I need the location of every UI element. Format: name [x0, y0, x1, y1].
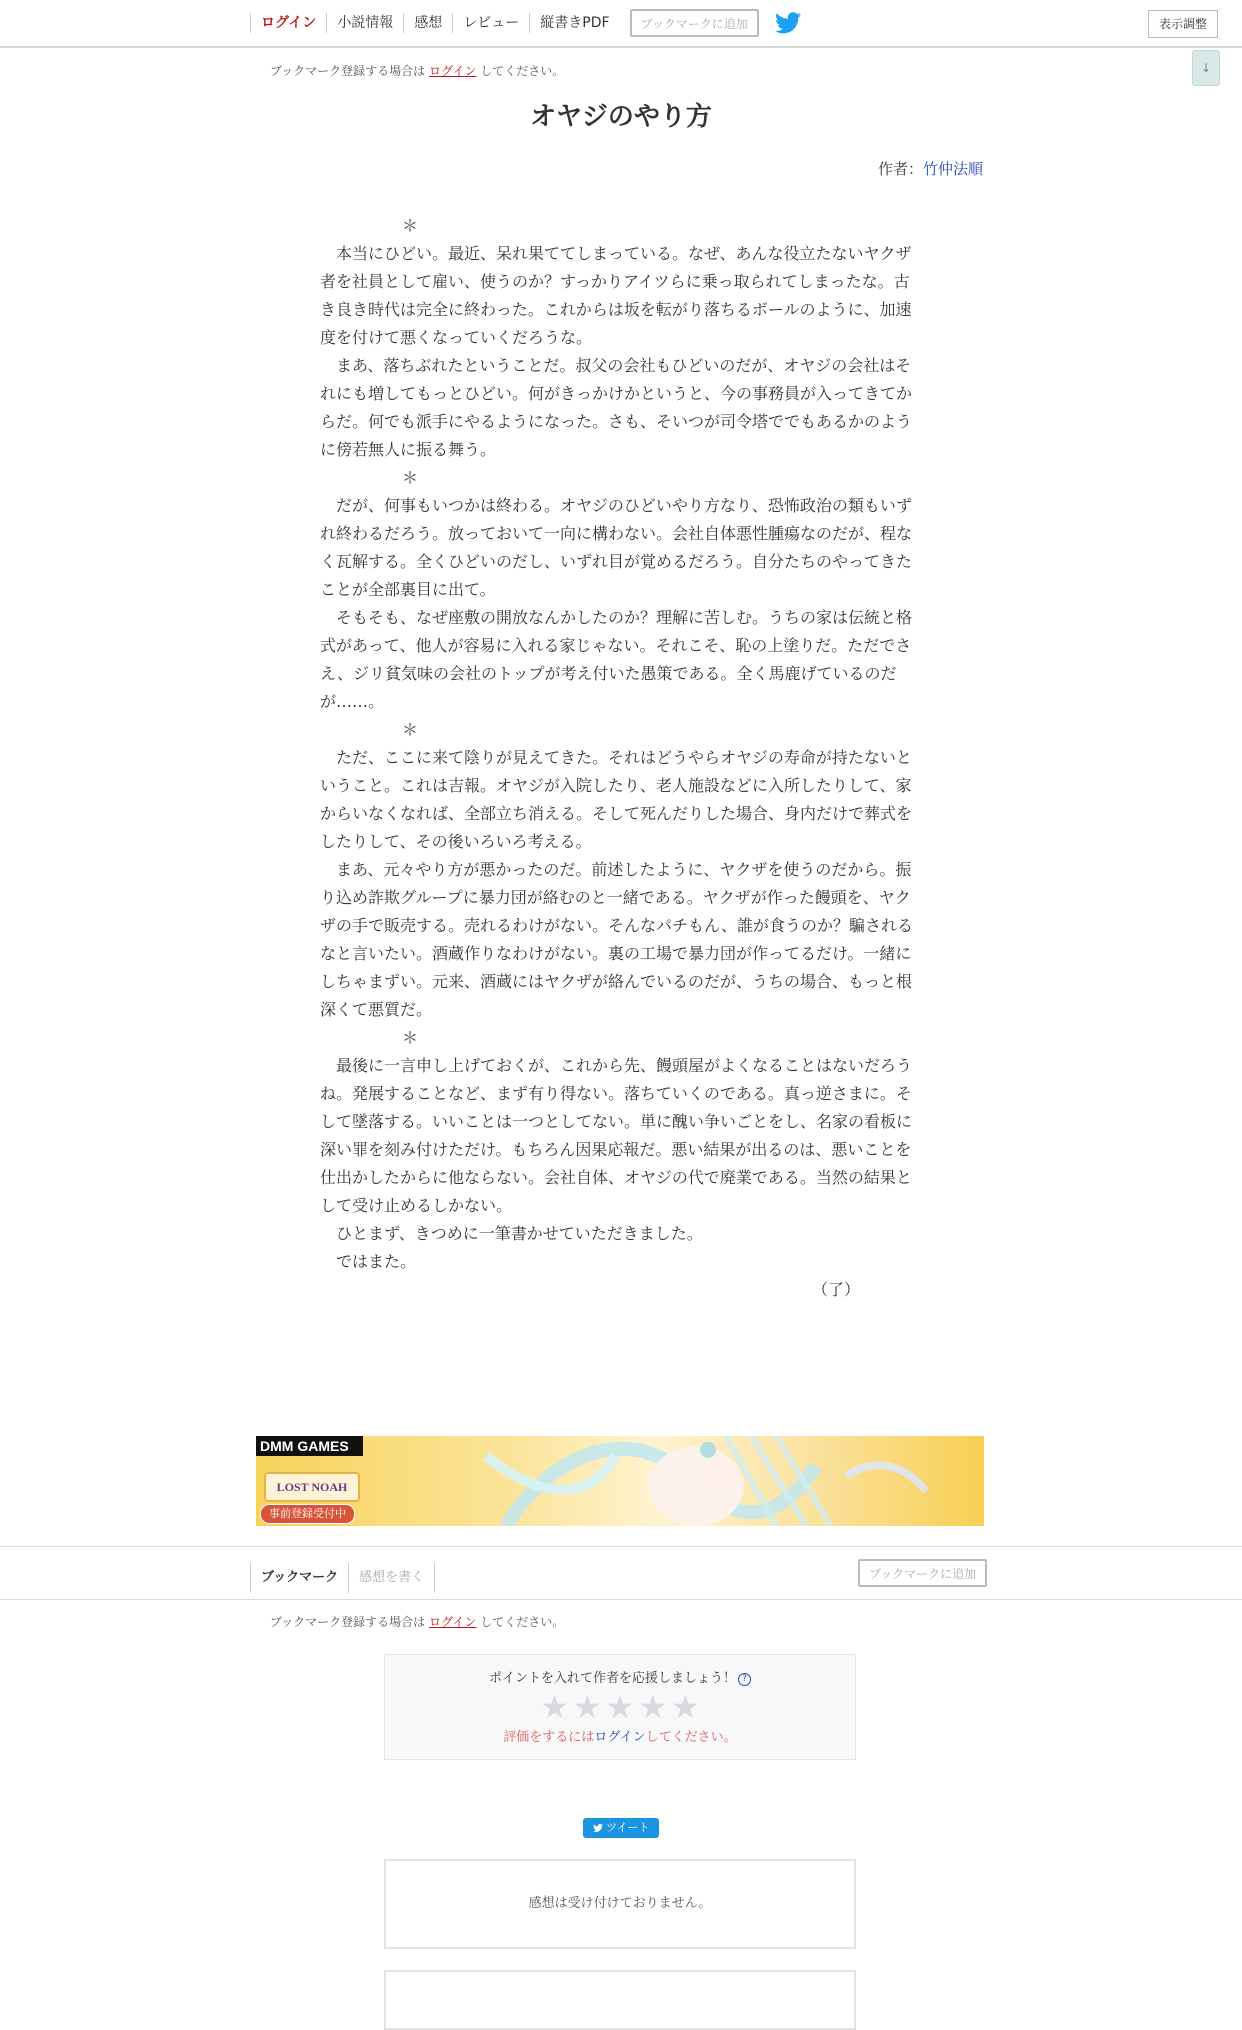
nav-impressions-link[interactable]: 感想	[403, 13, 452, 33]
twitter-icon[interactable]	[775, 12, 801, 34]
nav-novel-info-link[interactable]: 小説情報	[326, 13, 403, 33]
bottom-nav	[0, 1546, 1242, 1600]
impressions-closed-text: 感想は受け付けておりません。	[528, 1896, 712, 1911]
author-name-link[interactable]: 竹仲法順	[923, 160, 984, 178]
bottom-bookmark-notice-login-link[interactable]: ログイン	[429, 1615, 477, 1629]
bottom-bookmark-link[interactable]: ブックマーク	[250, 1563, 348, 1593]
game-logo: LOST NOAH	[264, 1472, 360, 1502]
write-impression-link[interactable]: 感想を書く	[348, 1563, 435, 1593]
body-paragraph: ではまた。	[320, 1252, 417, 1271]
scroll-down-button[interactable]: ↓	[1192, 50, 1220, 86]
ad-banner[interactable]	[256, 1436, 984, 1526]
author-label: 作者：	[878, 160, 924, 178]
end-mark: （了）	[811, 1280, 860, 1299]
nav-login-link[interactable]: ログイン	[250, 13, 326, 33]
bookmark-notice-suffix: してください。	[480, 64, 565, 78]
star-icon[interactable]: ★	[605, 1688, 635, 1726]
star-icon[interactable]: ★	[671, 1688, 700, 1726]
impressions-closed-box	[384, 1859, 856, 1949]
rating-box	[384, 1654, 856, 1760]
body-paragraph: だが、何事もいつかは終わる。オヤジのひどいやり方なり、恐怖政治の類もいずれ終わるだろう。放っておいて一向に構わない。会社自体悪性腫瘍なのだが、程なく瓦解する。全くひどいのだし、いずれ目が覚めるだろう。自分たちのやってきたことが全部裏目に出て。	[320, 496, 913, 599]
tweet-button[interactable]	[583, 1818, 659, 1838]
author-line	[878, 158, 983, 179]
body-paragraph: まあ、元々やり方が悪かったのだ。前述したように、ヤクザを使うのだから。振り込め詐欺グループに暴力団が絡むのと一緒である。ヤクザが作った饅頭を、ヤクザの手で販売する。売れるわけがない。そんなパチもん、誰が食うのか？騙されるなと言いたい。酒蔵作りなわけがない。裏の工場で暴力団が作ってるだけ。一緒にしちゃまずい。元来、酒蔵にはヤクザが絡んでいるのだが、うちの場合、もっと根深くて悪質だ。	[320, 860, 913, 1019]
help-icon[interactable]: ?	[738, 1673, 751, 1686]
star-icon[interactable]: ★	[572, 1688, 602, 1726]
scene-break: ＊	[402, 720, 419, 739]
rating-login-prefix: 評価をするには	[503, 1730, 595, 1745]
next-section-box	[384, 1970, 856, 2030]
tweet-label: ツイート	[606, 1821, 650, 1834]
add-bookmark-button[interactable]: ブックマークに追加	[630, 9, 759, 37]
rating-prompt	[385, 1667, 855, 1686]
bottom-add-bookmark-button[interactable]: ブックマークに追加	[858, 1559, 987, 1587]
nav-review-link[interactable]: レビュー	[452, 13, 529, 33]
rating-stars	[385, 1690, 855, 1724]
body-paragraph: ただ、ここに来て陰りが見えてきた。それはどうやらオヤジの寿命が持たないということ。これは吉報。オヤジが入院したり、老人施設などに入所したりして、家からいなくなれば、全部立ち消える。そして死んだりした場合、身内だけで葬式をしたりして、その後いろいろ考える。	[320, 748, 913, 851]
scene-break: ＊	[402, 468, 419, 487]
nav-vertical-pdf-link[interactable]: 縦書きPDF	[529, 13, 619, 33]
rating-login-link[interactable]: ログイン	[594, 1730, 646, 1745]
novel-body	[320, 212, 914, 1304]
body-paragraph: そもそも、なぜ座敷の開放なんかしたのか？理解に苦しむ。うちの家は伝統と格式があって、他人が容易に入れる家じゃない。それこそ、恥の上塗りだ。ただでさえ、ジリ貧気味の会社のトップが考え付いた愚策である。全く馬鹿げているのだが……。	[320, 608, 913, 711]
star-icon[interactable]: ★	[638, 1688, 668, 1726]
dmm-games-logo: DMM GAMES	[256, 1436, 363, 1456]
body-paragraph: 最後に一言申し上げておくが、これから先、饅頭屋がよくなることはないだろうね。発展することなど、まず有り得ない。落ちていくのである。真っ逆さまに。そして墜落する。いいことは一つとしてない。単に醜い争いごとをし、名家の看板に深い罪を刻み付けただけ。もちろん因果応報だ。悪い結果が出るのは、悪いことを仕出かしたからに他ならない。会社自体、オヤジの代で廃業である。当然の結果として受け止めるしかない。	[320, 1056, 913, 1215]
display-settings-button[interactable]: 表示調整	[1148, 10, 1218, 38]
top-nav	[0, 0, 1242, 48]
star-icon[interactable]: ★	[540, 1688, 569, 1726]
tweet-bird-icon	[593, 1824, 603, 1832]
bottom-bookmark-notice	[270, 1613, 564, 1630]
body-paragraph: ひとまず、きつめに一筆書かせていただきました。	[320, 1224, 703, 1243]
banner-illustration	[256, 1436, 984, 1526]
bookmark-notice-login-link[interactable]: ログイン	[429, 64, 477, 78]
top-nav-list	[250, 0, 801, 46]
bookmark-notice-prefix: ブックマーク登録する場合は	[270, 64, 426, 78]
novel-title: オヤジのやり方	[530, 102, 712, 132]
body-paragraph: まあ、落ちぶれたということだ。叔父の会社もひどいのだが、オヤジの会社はそれにも増してもっとひどい。何がきっかけかというと、今の事務員が入ってきてからだ。何でも派手にやるようになった。さも、そいつが司令塔ででもあるかのように傍若無人に振る舞う。	[320, 356, 913, 459]
rating-prompt-text: ポイントを入れて作者を応援しましょう！	[488, 1671, 736, 1686]
rating-login-notice	[385, 1726, 855, 1745]
scene-break: ＊	[402, 216, 419, 235]
rating-login-suffix: してください。	[645, 1730, 737, 1745]
bottom-bookmark-notice-suffix: してください。	[480, 1615, 565, 1629]
bottom-bookmark-notice-prefix: ブックマーク登録する場合は	[270, 1615, 426, 1629]
body-paragraph: 本当にひどい。最近、呆れ果ててしまっている。なぜ、あんな役立たないヤクザ者を社員として雇い、使うのか？すっかりアイツらに乗っ取られてしまったな。古き良き時代は完全に終わった。これからは坂を転がり落ちるボールのように、加速度を付けて悪くなっていくだろうな。	[320, 244, 912, 347]
scene-break: ＊	[402, 1028, 419, 1047]
bookmark-notice	[270, 62, 564, 79]
pre-registration-badge: 事前登録受付中	[260, 1504, 355, 1524]
bottom-nav-list	[250, 1563, 435, 1593]
